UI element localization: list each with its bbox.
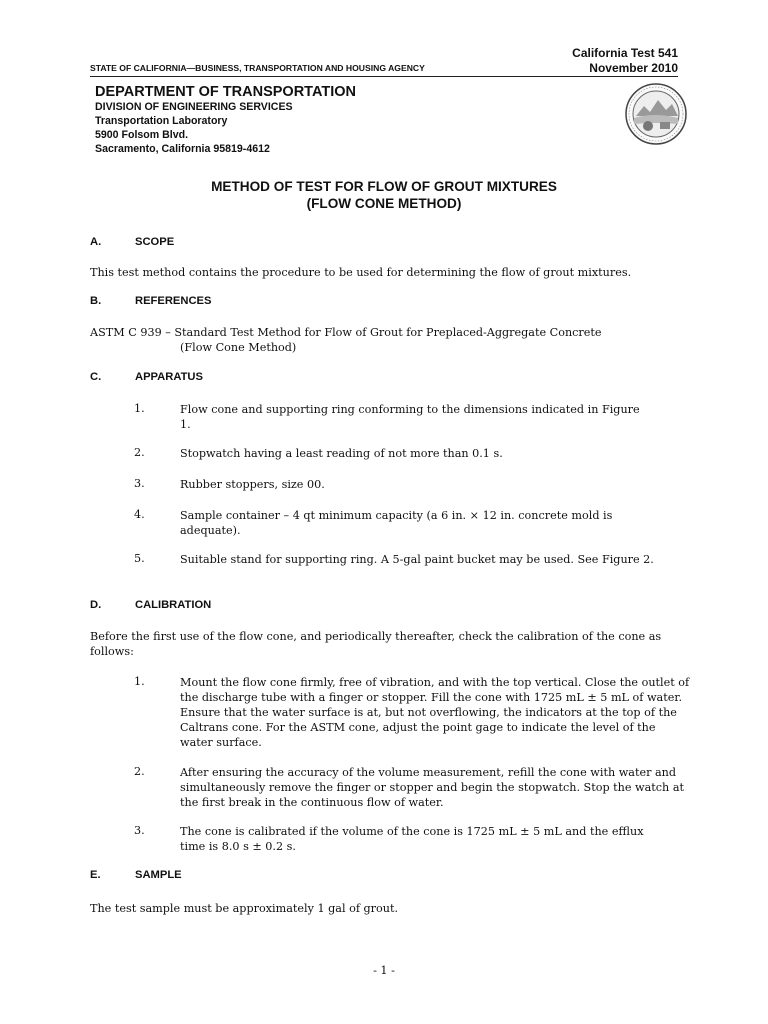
calibration-intro: Before the first use of the flow cone, and periodically thereafter, check the calibration of the cone as follows: <box>90 630 662 658</box>
apparatus-item-5: Suitable stand for supporting ring. A 5-gal paint bucket may be used. See Figure 2. <box>180 553 654 566</box>
section-d-letter: D. <box>90 599 102 611</box>
page-number: - 1 - <box>373 964 395 977</box>
apparatus-item-4-num: 4. <box>134 508 145 521</box>
state-seal-icon <box>624 82 688 146</box>
section-d-title: CALIBRATION <box>135 599 212 611</box>
agency-name: STATE OF CALIFORNIA—BUSINESS, TRANSPORTATION AND HOUSING AGENCY <box>90 63 425 73</box>
street-address: 5900 Folsom Blvd. <box>95 129 189 141</box>
apparatus-item-4: Sample container – 4 qt minimum capacity (a 6 in. × 12 in. concrete mold is adequate). <box>180 509 613 537</box>
calibration-step-2-num: 2. <box>134 765 145 778</box>
section-b-title: REFERENCES <box>135 295 212 307</box>
calibration-step-2: After ensuring the accuracy of the volume measurement, refill the cone with water and simultaneously remove the finger or stopper and begin the stopwatch. Stop the watch at the first break in the continuous flow of water. <box>180 766 684 809</box>
apparatus-item-2-num: 2. <box>134 446 145 459</box>
section-a-title: SCOPE <box>135 236 175 248</box>
calibration-step-1: Mount the flow cone firmly, free of vibration, and with the top vertical. Close the outlet of the discharge tube with a finger or stopper. Fill the cone with 1725 mL ± 5 mL of water. Ensure that the water surface is at, but not overflowing, the indicators at the top of the Caltrans cone. For the ASTM cone, adjust the point gage to indicate the level of the water surface. <box>180 676 690 749</box>
calibration-step-3-num: 3. <box>134 824 145 837</box>
test-number: California Test 541 <box>572 46 678 60</box>
city-address: Sacramento, California 95819-4612 <box>95 143 270 155</box>
division-name: DIVISION OF ENGINEERING SERVICES <box>95 101 293 113</box>
section-e-title: SAMPLE <box>135 869 182 881</box>
reference-line-1: ASTM C 939 – Standard Test Method for Flow of Grout for Preplaced-Aggregate Concrete <box>90 326 602 339</box>
reference-line-2: (Flow Cone Method) <box>180 341 297 354</box>
lab-name: Transportation Laboratory <box>95 115 228 127</box>
section-e-letter: E. <box>90 869 101 881</box>
scope-text: This test method contains the procedure to be used for determining the flow of grout mixtures. <box>90 266 632 279</box>
section-c-letter: C. <box>90 371 102 383</box>
apparatus-item-3-num: 3. <box>134 477 145 490</box>
sample-text: The test sample must be approximately 1 gal of grout. <box>90 902 399 915</box>
apparatus-item-2: Stopwatch having a least reading of not more than 0.1 s. <box>180 447 503 460</box>
apparatus-item-1: Flow cone and supporting ring conforming to the dimensions indicated in Figure 1. <box>180 403 640 431</box>
section-a-letter: A. <box>90 236 102 248</box>
section-c-title: APPARATUS <box>135 371 203 383</box>
apparatus-item-5-num: 5. <box>134 552 145 565</box>
calibration-step-1-num: 1. <box>134 675 145 688</box>
header-rule <box>90 76 678 77</box>
apparatus-item-3: Rubber stoppers, size 00. <box>180 478 325 491</box>
test-date: November 2010 <box>589 61 678 75</box>
department-name: DEPARTMENT OF TRANSPORTATION <box>95 84 356 100</box>
apparatus-item-1-num: 1. <box>134 402 145 415</box>
document-title: METHOD OF TEST FOR FLOW OF GROUT MIXTURES <box>211 179 557 194</box>
section-b-letter: B. <box>90 295 102 307</box>
calibration-step-3: The cone is calibrated if the volume of the cone is 1725 mL ± 5 mL and the efflux time is 8.0 s ± 0.2 s. <box>180 825 644 853</box>
document-subtitle: (FLOW CONE METHOD) <box>306 196 462 211</box>
